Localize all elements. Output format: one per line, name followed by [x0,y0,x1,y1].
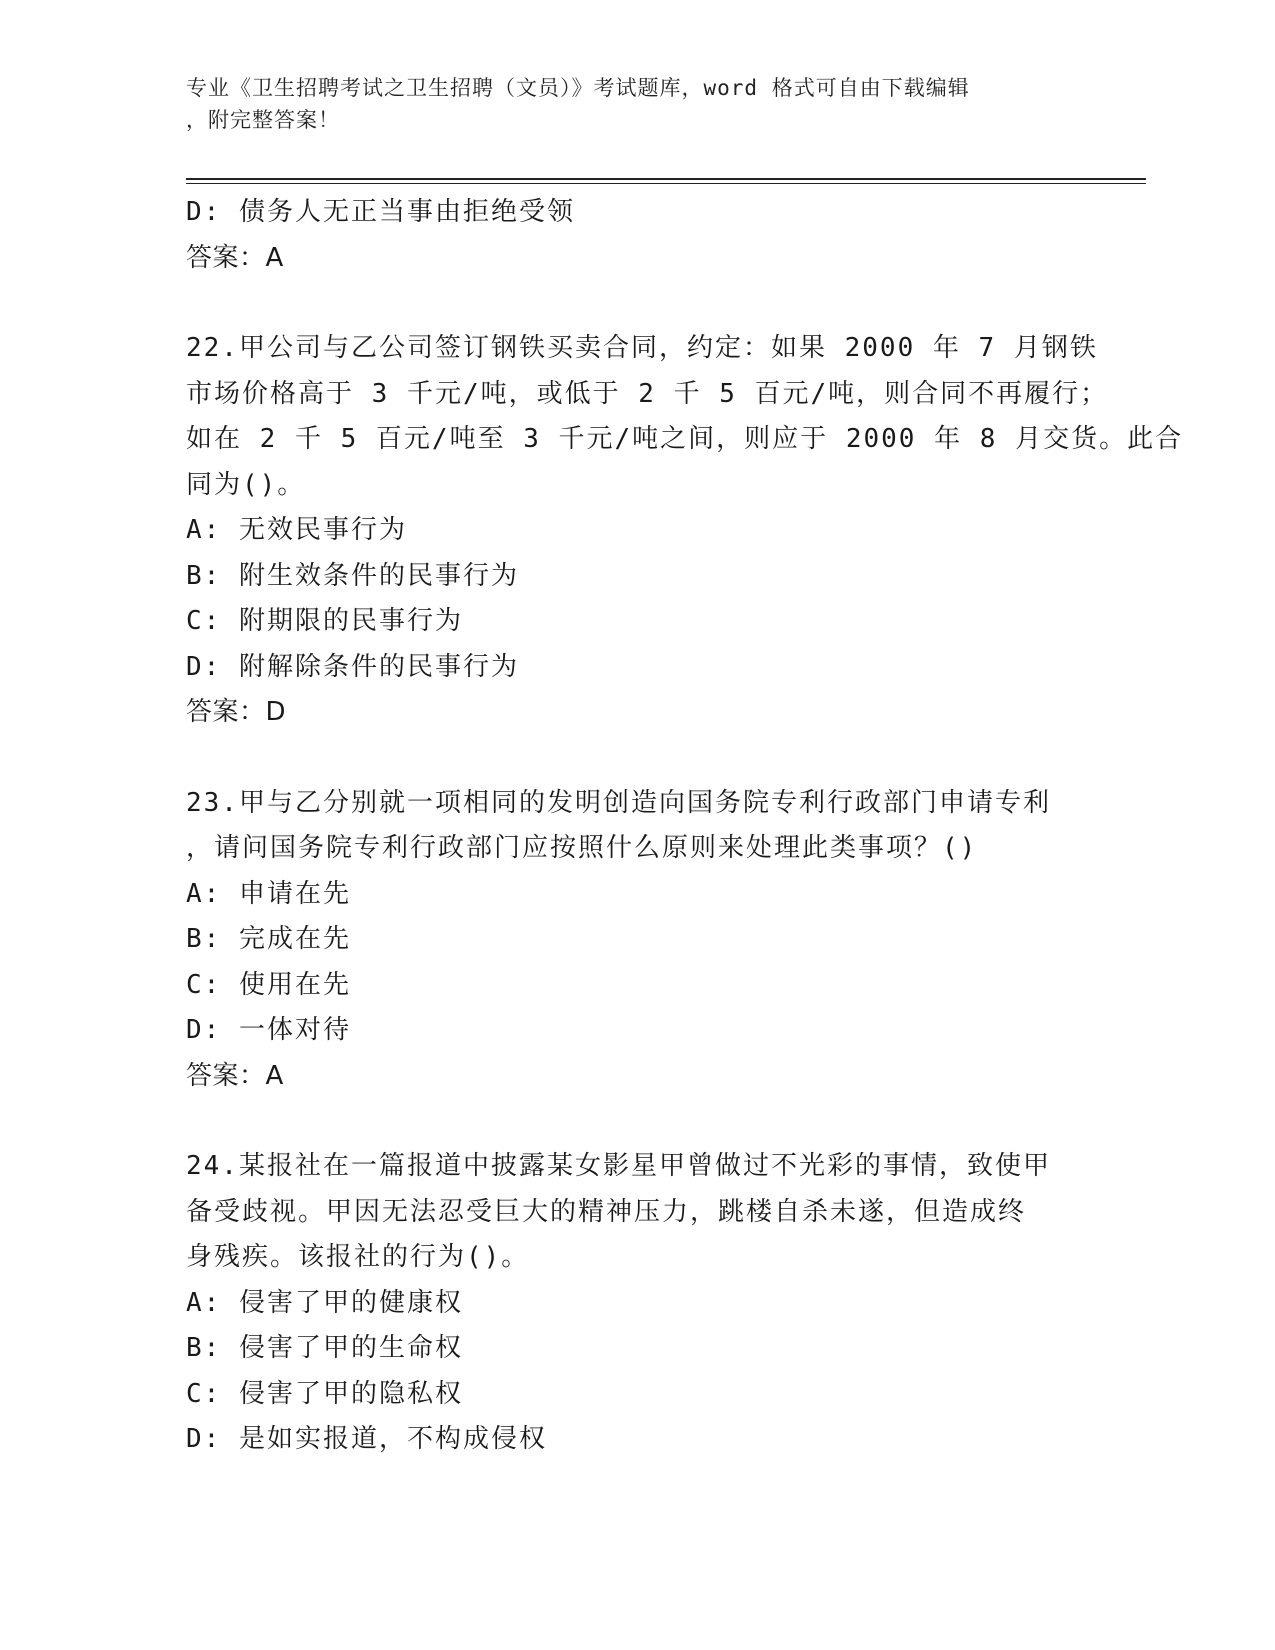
question-stem-line: 23.甲与乙分别就一项相同的发明创造向国务院专利行政部门申请专利 [186,787,1051,818]
option-c: C: 使用在先 [186,969,351,1000]
option-d: D: 一体对待 [186,1015,351,1045]
option-d: D: 债务人无正当事由拒绝受领 [186,197,575,227]
header-line-1: 专业《卫生招聘考试之卫生招聘（文员）》考试题库，word 格式可自由下载编辑 [186,76,970,100]
header-rule-thin [186,183,1146,184]
question-stem-line: 同为()。 [186,469,306,500]
previous-question-tail [186,190,1086,281]
option-d: D: 是如实报道，不构成侵权 [186,1424,547,1454]
option-a: A: 侵害了甲的健康权 [186,1287,463,1318]
question-stem-line: 22.甲公司与乙公司签订钢铁买卖合同，约定：如果 2000 年 7 月钢铁 [186,333,1098,363]
answer-line: 答案：A [186,1060,284,1091]
question-24 [186,1144,1086,1463]
option-b: B: 完成在先 [186,924,351,954]
question-22 [186,326,1184,736]
question-content [186,190,1184,1463]
question-23 [186,781,1086,1100]
answer-line: 答案：A [186,242,284,273]
option-c: C: 侵害了甲的隐私权 [186,1378,463,1409]
option-d: D: 附解除条件的民事行为 [186,651,519,682]
question-stem-line: 备受歧视。甲因无法忍受巨大的精神压力，跳楼自杀未遂，但造成终 [186,1196,1027,1227]
option-c: C: 附期限的民事行为 [186,606,463,636]
header-line-2: ，附完整答案！ [186,108,340,132]
answer-line: 答案：D [186,697,287,727]
question-stem-line: 身残疾。该报社的行为()。 [186,1242,530,1272]
question-stem-line: 24.某报社在一篇报道中披露某女影星甲曾做过不光彩的事情，致使甲 [186,1151,1051,1181]
header-rule-thick [186,178,1146,180]
question-stem-line: ，请问国务院专利行政部门应按照什么原则来处理此类事项？() [186,833,978,863]
option-b: B: 附生效条件的民事行为 [186,560,519,591]
page-header [186,72,1066,136]
option-b: B: 侵害了甲的生命权 [186,1333,463,1363]
option-a: A: 无效民事行为 [186,515,407,545]
option-a: A: 申请在先 [186,878,351,909]
question-stem-line: 市场价格高于 3 千元/吨，或低于 2 千 5 百元/吨，则合同不再履行； [186,378,1109,409]
question-stem-line: 如在 2 千 5 百元/吨至 3 千元/吨之间，则应于 2000 年 8 月交货。此合 [186,424,1184,454]
